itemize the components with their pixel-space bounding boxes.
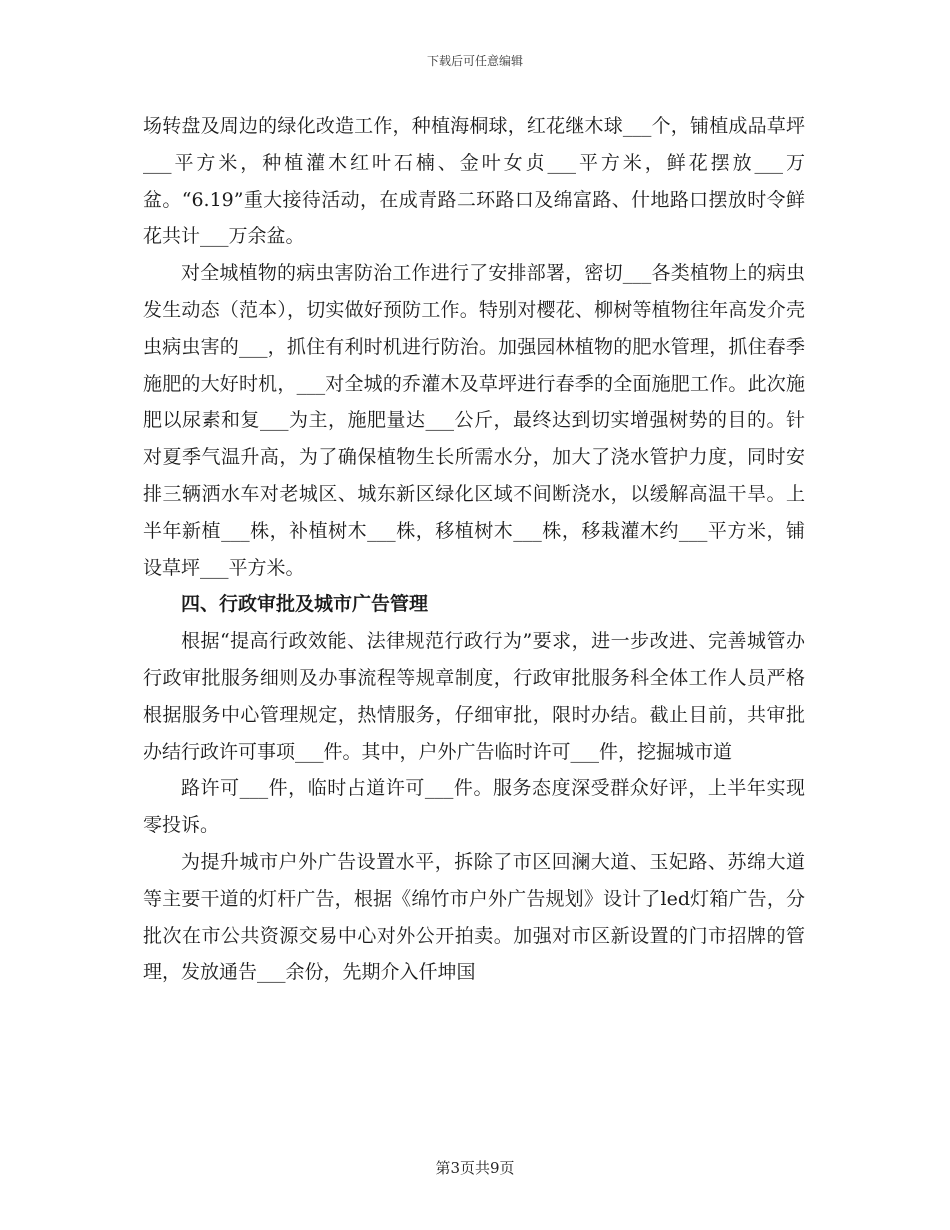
paragraph-greening-projects: 场转盘及周边的绿化改造工作，种植海桐球，红花继木球___个，铺植成品草坪___平方米，种植灌木红叶石楠、金叶女贞___平方米，鲜花摆放___万盆。“6.19”重大接待活动，在成青路二环路口及绵富路、什地路口摆放时令鲜花共计___万余盆。 — [143, 115, 805, 248]
paragraph-permits: 路许可___件，临时占道许可___件。服务态度深受群众好评，上半年实现零投诉。 — [143, 777, 805, 837]
paragraph-pest-control: 对全城植物的病虫害防治工作进行了安排部署，密切___各类植物上的病虫发生动态（范本），切实做好预防工作。特别对樱花、柳树等植物往年高发介壳虫病虫害的___，抓住有利时机进行防治。加强园林植物的肥水管理，抓住春季施肥的大好时机，___对全城的乔灌木及草坪进行春季的全面施肥工作。此次施肥以尿素和复___为主，施肥量达___公斤，最终达到切实增强树势的目的。针对夏季气温升高，为了确保植物生长所需水分，加大了浇水管护力度，同时安排三辆洒水车对老城区、城东新区绿化区域不间断浇水，以缓解高温干旱。上半年新植___株，补植树木___株，移植树木___株，移栽灌木约___平方米，铺设草坪___平方米。 — [143, 262, 805, 579]
paragraph-admin-approval: 根据“提高行政效能、法律规范行政行为”要求，进一步改进、完善城管办行政审批服务细则及办事流程等规章制度，行政审批服务科全体工作人员严格根据服务中心管理规定，热情服务，仔细审批，限时办结。截止目前，共审批办结行政许可事项___件。其中，户外广告临时许可___件，挖掘城市道 — [143, 630, 805, 763]
page-header — [0, 52, 950, 69]
section-heading: 四、行政审批及城市广告管理 — [181, 593, 429, 616]
page-footer — [0, 1157, 950, 1178]
page-number: 第3页共9页 — [435, 1159, 515, 1177]
paragraph-outdoor-ads: 为提升城市户外广告设置水平，拆除了市区回澜大道、玉妃路、苏绵大道等主要干道的灯杆广告，根据《绵竹市户外广告规划》设计了led灯箱广告，分批次在市公共资源交易中心对外公开拍卖。加强对市区新设置的门市招牌的管理，发放通告___余份，先期介入仟坤国 — [143, 850, 805, 984]
header-text: 下载后可任意编辑 — [426, 54, 523, 68]
document-body — [143, 108, 805, 991]
